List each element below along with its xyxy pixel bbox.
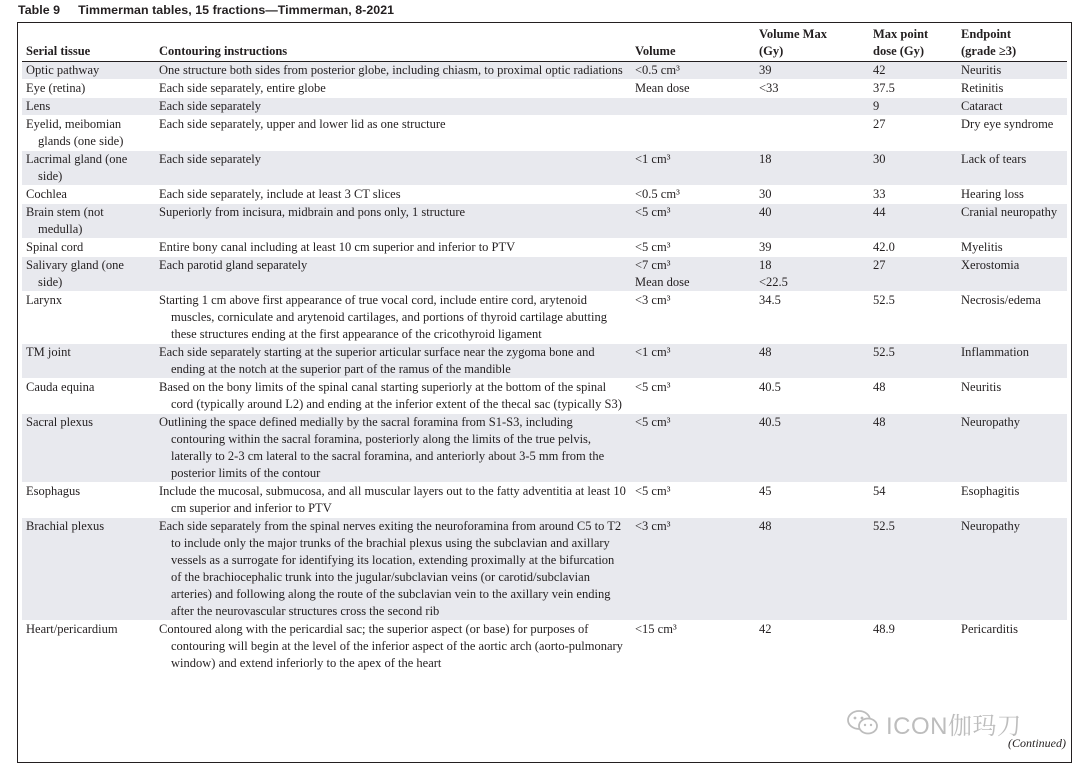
cell-volume-max: 34.5	[755, 292, 869, 344]
cell-tissue: Cochlea	[22, 186, 155, 204]
table-title: Timmerman tables, 15 fractions—Timmerman, 8-2021	[78, 3, 395, 17]
cell-tissue: Cauda equina	[22, 379, 155, 414]
cell-max-point: 52.5	[869, 344, 957, 379]
wechat-icon	[846, 708, 880, 738]
cell-max-point: 48	[869, 379, 957, 414]
table-row	[22, 98, 1067, 116]
cell-instructions: Each side separately, entire globe	[155, 80, 631, 98]
table-row	[22, 116, 1067, 151]
cell-tissue: Spinal cord	[22, 239, 155, 257]
cell-volume: <5 cm³	[631, 483, 755, 518]
cell-endpoint: Neuropathy	[957, 414, 1067, 483]
table-row	[22, 204, 1067, 239]
cell-max-point: 52.5	[869, 292, 957, 344]
cell-instructions: Each parotid gland separately	[155, 257, 631, 292]
cell-volume-max	[755, 98, 869, 116]
cell-volume-max: 42	[755, 621, 869, 673]
cell-max-point: 30	[869, 151, 957, 186]
table-row	[22, 483, 1067, 518]
cell-volume-max: 30	[755, 186, 869, 204]
cell-instructions: Each side separately from the spinal nerves exiting the neuroforamina from around C5 to T2 to include only the major trunks of the brachial plexus using the subclavian and axillary vessels as a surrogate for identifying its location, extending proximally at the bifurcation of the brachiocephalic trunk into the jugular/subclavian veins (or carotid/subclavian arteries) and following along the route of the subclavian vein to the axillary vein ending after the neurovascular structures cross the second rib	[155, 518, 631, 621]
cell-endpoint: Lack of tears	[957, 151, 1067, 186]
cell-tissue: Esophagus	[22, 483, 155, 518]
header-endpoint: Endpoint (grade ≥3)	[957, 26, 1067, 62]
header-volume-max: Volume Max (Gy)	[755, 26, 869, 62]
table-row	[22, 344, 1067, 379]
cell-max-point: 42	[869, 62, 957, 80]
cell-volume: <3 cm³	[631, 518, 755, 621]
cell-instructions: Each side separately	[155, 151, 631, 186]
cell-volume: <5 cm³	[631, 414, 755, 483]
cell-instructions: Include the mucosal, submucosa, and all muscular layers out to the fatty adventitia at least 10 cm superior and inferior to PTV	[155, 483, 631, 518]
cell-tissue: Lacrimal gland (one side)	[22, 151, 155, 186]
cell-volume-max: <33	[755, 80, 869, 98]
cell-volume	[631, 116, 755, 151]
table-row	[22, 151, 1067, 186]
watermark-text: ICON伽玛刀	[886, 712, 1022, 740]
cell-volume-max: 48	[755, 344, 869, 379]
cell-tissue: Heart/pericardium	[22, 621, 155, 673]
cell-endpoint: Inflammation	[957, 344, 1067, 379]
watermark	[846, 705, 1022, 741]
table-row	[22, 62, 1067, 80]
timmerman-table	[22, 26, 1067, 673]
cell-volume-max: 40.5	[755, 379, 869, 414]
table-row	[22, 621, 1067, 673]
cell-instructions: Starting 1 cm above first appearance of true vocal cord, include entire cord, arytenoid muscles, corniculate and arytenoid cartilages, and portions of thyroid cartilage abutting these structures ending at the first appearance of the cricothyroid ligament	[155, 292, 631, 344]
cell-endpoint: Retinitis	[957, 80, 1067, 98]
cell-tissue: Eyelid, meibomian glands (one side)	[22, 116, 155, 151]
continued-label: (Continued)	[1008, 736, 1066, 750]
cell-volume-max: 18	[755, 151, 869, 186]
table-row	[22, 186, 1067, 204]
table-caption	[18, 1, 394, 19]
cell-max-point: 54	[869, 483, 957, 518]
cell-tissue: Optic pathway	[22, 62, 155, 80]
cell-volume: <3 cm³	[631, 292, 755, 344]
cell-instructions: Each side separately, upper and lower lid as one structure	[155, 116, 631, 151]
table-row	[22, 379, 1067, 414]
cell-tissue: Larynx	[22, 292, 155, 344]
cell-volume-max: 45	[755, 483, 869, 518]
cell-endpoint: Neuritis	[957, 62, 1067, 80]
table-row	[22, 257, 1067, 292]
cell-endpoint: Cranial neuropathy	[957, 204, 1067, 239]
cell-volume: <7 cm³ Mean dose	[631, 257, 755, 292]
cell-volume: <1 cm³	[631, 151, 755, 186]
table-row	[22, 414, 1067, 483]
cell-volume-max: 18 <22.5	[755, 257, 869, 292]
cell-tissue: Lens	[22, 98, 155, 116]
header-row	[22, 26, 1067, 62]
header-tissue: Serial tissue	[22, 26, 155, 62]
cell-tissue: Sacral plexus	[22, 414, 155, 483]
cell-endpoint: Neuropathy	[957, 518, 1067, 621]
cell-instructions: Contoured along with the pericardial sac; the superior aspect (or base) for purposes of contouring will begin at the level of the inferior aspect of the aortic arch (aorto-pulmonary window) and extend inferiorly to the apex of the heart	[155, 621, 631, 673]
cell-max-point: 27	[869, 257, 957, 292]
cell-volume: <1 cm³	[631, 344, 755, 379]
cell-endpoint: Myelitis	[957, 239, 1067, 257]
cell-volume: <0.5 cm³	[631, 62, 755, 80]
cell-endpoint: Esophagitis	[957, 483, 1067, 518]
cell-volume-max: 39	[755, 62, 869, 80]
cell-volume-max: 48	[755, 518, 869, 621]
cell-max-point: 33	[869, 186, 957, 204]
cell-volume-max: 39	[755, 239, 869, 257]
cell-instructions: Outlining the space defined medially by the sacral foramina from S1-S3, including contouring within the sacral foramina, posteriorly along the limits of the true pelvis, laterally to 2-3 cm lateral to the sacral foramina, and anteriorly about 3-5 mm from the posterior limits of the contour	[155, 414, 631, 483]
cell-endpoint: Hearing loss	[957, 186, 1067, 204]
cell-max-point: 48	[869, 414, 957, 483]
cell-volume: <15 cm³	[631, 621, 755, 673]
table-number: Table 9	[18, 3, 61, 17]
table-row	[22, 518, 1067, 621]
cell-tissue: Brachial plexus	[22, 518, 155, 621]
header-volume: Volume	[631, 26, 755, 62]
cell-volume: <5 cm³	[631, 204, 755, 239]
cell-instructions: Based on the bony limits of the spinal canal starting superiorly at the bottom of the spinal cord (typically around L2) and ending at the inferior extent of the thecal sac (typically S3)	[155, 379, 631, 414]
cell-endpoint: Cataract	[957, 98, 1067, 116]
cell-max-point: 52.5	[869, 518, 957, 621]
cell-volume-max: 40.5	[755, 414, 869, 483]
table-row	[22, 292, 1067, 344]
cell-instructions: Each side separately starting at the superior articular surface near the zygoma bone and ending at the notch at the superior part of the ramus of the mandible	[155, 344, 631, 379]
cell-volume-max: 40	[755, 204, 869, 239]
cell-volume: Mean dose	[631, 80, 755, 98]
table-row	[22, 80, 1067, 98]
cell-max-point: 27	[869, 116, 957, 151]
cell-volume: <5 cm³	[631, 239, 755, 257]
header-max-point: Max point dose (Gy)	[869, 26, 957, 62]
cell-max-point: 44	[869, 204, 957, 239]
cell-endpoint: Neuritis	[957, 379, 1067, 414]
cell-instructions: One structure both sides from posterior globe, including chiasm, to proximal optic radiations	[155, 62, 631, 80]
table-row	[22, 239, 1067, 257]
cell-max-point: 9	[869, 98, 957, 116]
cell-tissue: Eye (retina)	[22, 80, 155, 98]
cell-max-point: 37.5	[869, 80, 957, 98]
cell-volume-max	[755, 116, 869, 151]
cell-endpoint: Pericarditis	[957, 621, 1067, 673]
cell-volume: <5 cm³	[631, 379, 755, 414]
cell-max-point: 42.0	[869, 239, 957, 257]
cell-tissue: Salivary gland (one side)	[22, 257, 155, 292]
cell-instructions: Each side separately, include at least 3 CT slices	[155, 186, 631, 204]
cell-endpoint: Dry eye syndrome	[957, 116, 1067, 151]
cell-volume: <0.5 cm³	[631, 186, 755, 204]
cell-instructions: Entire bony canal including at least 10 cm superior and inferior to PTV	[155, 239, 631, 257]
cell-instructions: Superiorly from incisura, midbrain and pons only, 1 structure	[155, 204, 631, 239]
cell-instructions: Each side separately	[155, 98, 631, 116]
cell-tissue: TM joint	[22, 344, 155, 379]
cell-endpoint: Xerostomia	[957, 257, 1067, 292]
cell-endpoint: Necrosis/edema	[957, 292, 1067, 344]
header-instructions: Contouring instructions	[155, 26, 631, 62]
cell-tissue: Brain stem (not medulla)	[22, 204, 155, 239]
cell-volume	[631, 98, 755, 116]
cell-max-point: 48.9	[869, 621, 957, 673]
